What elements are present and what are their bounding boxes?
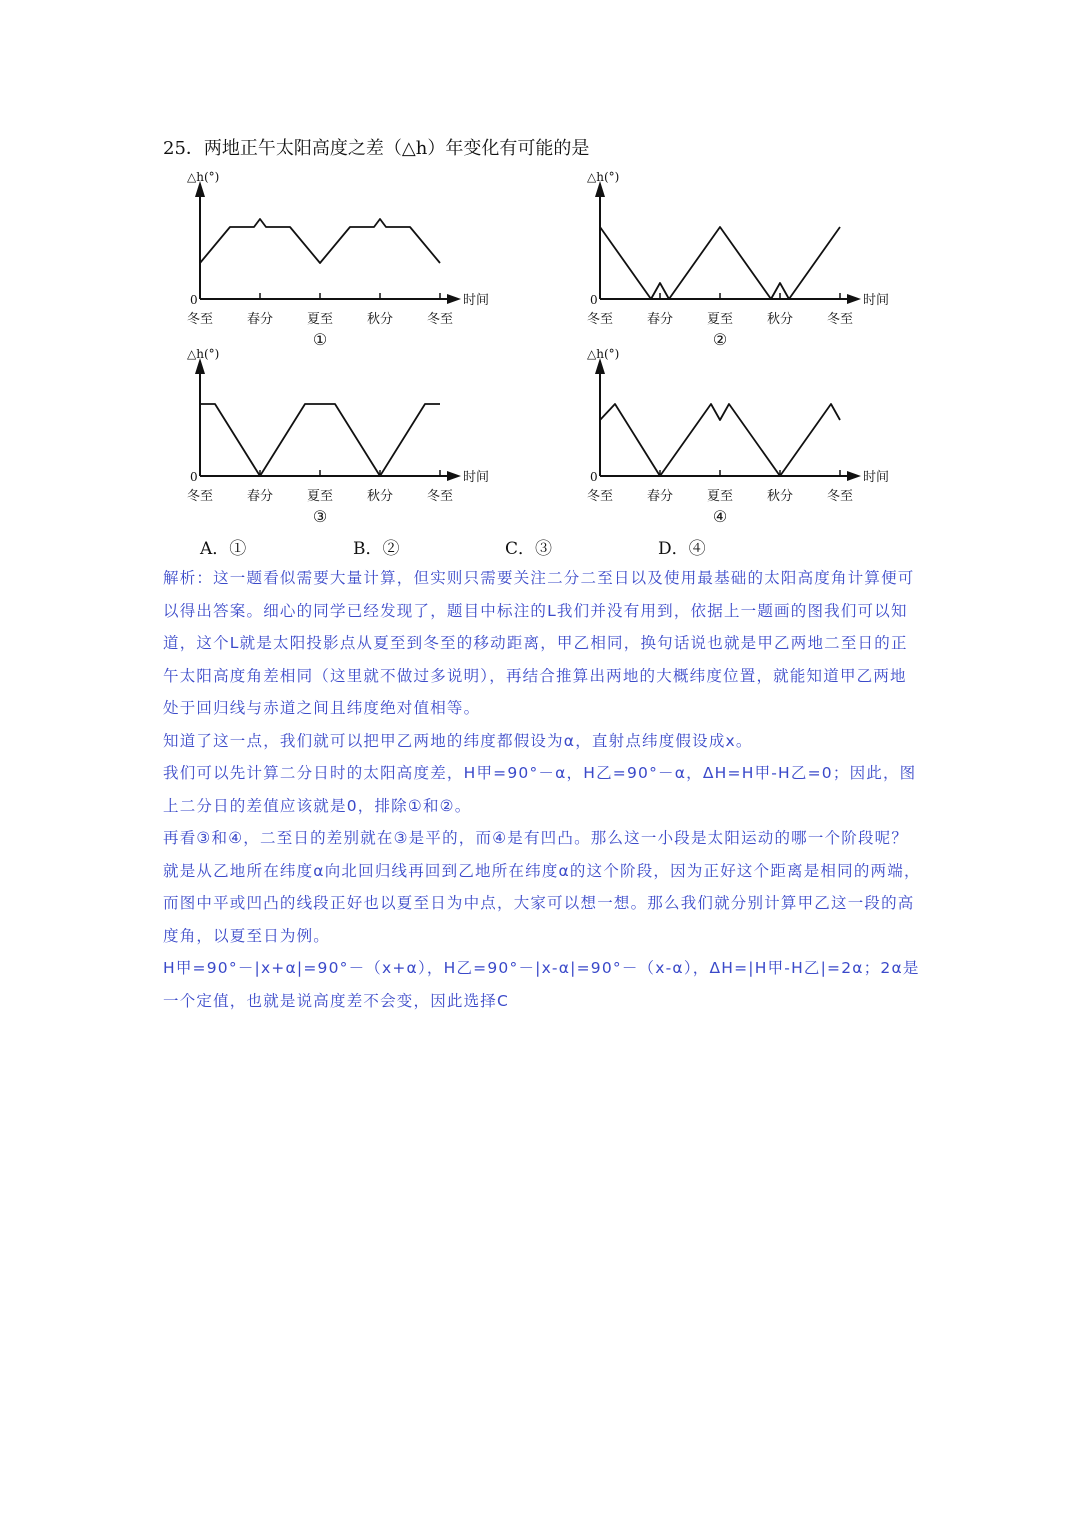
y-axis-label: △h(°) (187, 347, 220, 361)
x-tick-label: 夏至 (706, 312, 734, 327)
y-axis-label: △h(°) (187, 170, 220, 184)
analysis-paragraph: 解析：这一题看似需要大量计算，但实则只需要关注二分二至日以及使用最基础的太阳高度角计算便可以得出答案。细心的同学已经发现了，题目中标注的L我们并没有用到，依据上一题画的图我们可以知道，这个L就是太阳投影点从夏至到冬至的移动距离，甲乙相同，换句话说也就是甲乙两地二至日的正午太阳高度角差相同（这里就不做过多说明），再结合推算出两地的大概纬度位置，就能知道甲乙两地处于回归线与赤道之间且纬度绝对值相等。 (163, 569, 915, 717)
x-axis-label: 时间 (863, 470, 890, 485)
x-tick-label: 冬至 (586, 489, 614, 504)
x-axis-label: 时间 (863, 293, 890, 308)
x-axis-arrow (447, 471, 461, 481)
chart-svg (183, 165, 543, 355)
graph-1 (183, 165, 543, 355)
x-axis-arrow (847, 471, 861, 481)
graph-number: ④ (712, 507, 728, 526)
analysis-paragraph: 我们可以先计算二分日时的太阳高度差，H甲=90°－α，H乙=90°－α，ΔH=H甲-H乙=0；因此，图上二分日的差值应该就是0，排除①和②。 (163, 764, 917, 815)
graph-2 (583, 165, 943, 355)
option-letter: B． (353, 539, 383, 559)
zero-label: 0 (190, 293, 198, 307)
series-line (200, 219, 440, 263)
analysis-paragraph: H甲=90°－|x+α|=90°－（x+α），H乙=90°－|x-α|=90°－（x-α），ΔH=|H甲-H乙|=2α；2α是一个定值，也就是说高度差不会变，因此选择C (163, 959, 920, 1010)
x-tick-label: 夏至 (306, 312, 334, 327)
x-tick-label: 冬至 (826, 489, 854, 504)
x-tick-label: 夏至 (706, 489, 734, 504)
option-value: ② (382, 539, 400, 559)
x-axis-label: 时间 (463, 293, 490, 308)
x-tick-label: 春分 (246, 312, 274, 327)
x-tick-label: 秋分 (766, 489, 794, 504)
answer-options (0, 534, 1080, 560)
option-letter: A． (200, 539, 230, 559)
x-axis-arrow (847, 294, 861, 304)
x-axis-label: 时间 (463, 470, 490, 485)
x-tick-label: 春分 (646, 489, 674, 504)
x-tick-label: 冬至 (186, 489, 214, 504)
option-d[interactable] (658, 534, 706, 559)
x-tick-label: 冬至 (826, 312, 854, 327)
chart-svg (583, 165, 943, 355)
graph-number: ③ (312, 507, 328, 526)
chart-svg (183, 342, 543, 532)
graph-3 (183, 342, 543, 532)
graph-number: ① (312, 330, 328, 349)
analysis-paragraph: 知道了这一点，我们就可以把甲乙两地的纬度都假设为α，直射点纬度假设成x。 (163, 731, 753, 750)
x-tick-label: 夏至 (306, 489, 334, 504)
x-tick-label: 秋分 (366, 312, 394, 327)
zero-label: 0 (190, 470, 198, 484)
option-letter: C． (505, 539, 536, 559)
analysis-paragraph: 再看③和④，二至日的差别就在③是平的，而④是有凹凸。那么这一小段是太阳运动的哪一个阶段呢？就是从乙地所在纬度α向北回归线再回到乙地所在纬度α的这个阶段，因为正好这个距离是相同的两端，而图中平或凹凸的线段正好也以夏至日为中点，大家可以想一想。那么我们就分别计算甲乙这一段的高度角，以夏至日为例。 (163, 829, 921, 945)
y-axis-label: △h(°) (587, 170, 620, 184)
x-tick-label: 秋分 (366, 489, 394, 504)
y-axis-label: △h(°) (587, 347, 620, 361)
option-c[interactable] (505, 534, 552, 559)
x-tick-label: 冬至 (426, 312, 454, 327)
x-tick-label: 冬至 (186, 312, 214, 327)
x-tick-label: 春分 (246, 489, 274, 504)
x-tick-label: 秋分 (766, 312, 794, 327)
analysis-section (163, 562, 923, 1017)
chart-svg (583, 342, 943, 532)
graph-number: ② (712, 330, 728, 349)
zero-label: 0 (590, 293, 598, 307)
series-line (200, 404, 440, 476)
x-axis-arrow (447, 294, 461, 304)
x-tick-label: 春分 (646, 312, 674, 327)
series-line (600, 227, 840, 299)
option-value: ④ (688, 539, 706, 559)
graph-4 (583, 342, 943, 532)
option-value: ① (229, 539, 247, 559)
question-title: 25．两地正午太阳高度之差（△h）年变化有可能的是 (163, 138, 590, 159)
zero-label: 0 (590, 470, 598, 484)
option-b[interactable] (353, 534, 400, 559)
option-letter: D． (658, 539, 689, 559)
series-line (600, 404, 840, 476)
x-tick-label: 冬至 (586, 312, 614, 327)
x-tick-label: 冬至 (426, 489, 454, 504)
option-value: ③ (535, 539, 553, 559)
option-a[interactable] (200, 534, 246, 559)
